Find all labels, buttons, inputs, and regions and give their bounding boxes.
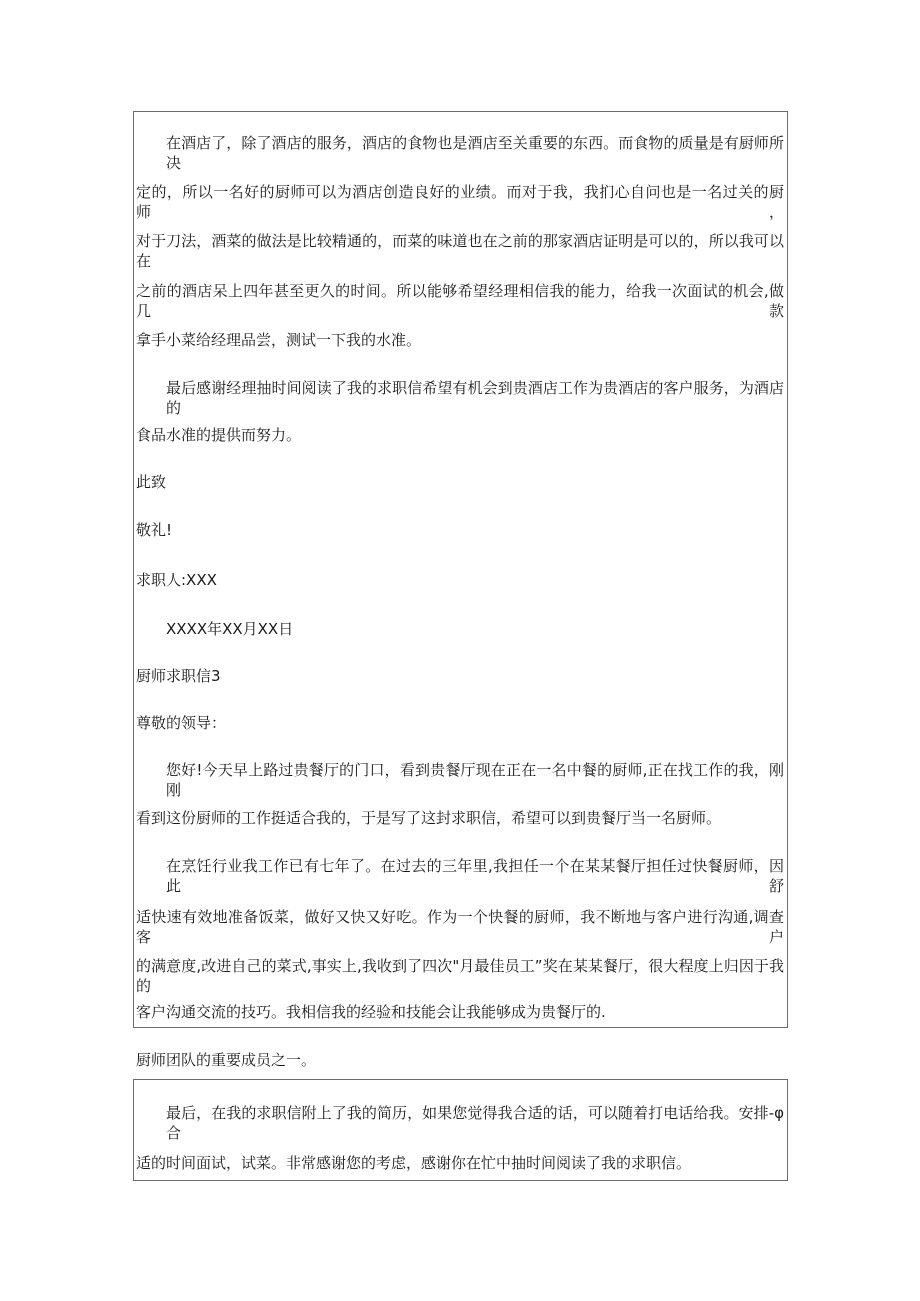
para4-line3: 的满意度,改进自己的菜式,事实上,我收到了四次"月最佳员工”奖在某某餐厅，很大程度上归因于我的: [136, 957, 784, 995]
para1-line1: 在酒店了，除了酒店的服务，酒店的食物也是酒店至关重要的东西。而食物的质量是有厨师所决: [166, 134, 784, 172]
para4-line2: 适快速有效地准备饭菜，做好又快又好吃。作为一个快餐的厨师，我不断地与客户进行沟通,调查客户: [136, 908, 784, 946]
para1-line5: 拿手小菜给经理品尝，测试一下我的水准。: [136, 331, 422, 349]
greeting-text: 尊敬的领导：: [136, 714, 227, 732]
letter-heading: 厨师求职信3: [136, 667, 221, 685]
para2-line2: 食品水准的提供而努力。: [136, 426, 302, 444]
para3-line1: 您好!今天早上路过贵餐厅的门口，看到贵餐厅现在正在一名中餐的厨师,正在找工作的我，刚刚: [166, 761, 784, 799]
para1-line2: 定的，所以一名好的厨师可以为酒店创造良好的业绩。而对于我，我扪心自问也是一名过关的厨师，: [136, 183, 784, 221]
para5-line1: 最后，在我的求职信附上了我的简历，如果您觉得我合适的话，可以随着打电话给我。安排-φ合: [166, 1104, 784, 1142]
para4-line4: 客户沟通交流的技巧。我相信我的经验和技能会让我能够成为贵餐厅的.: [136, 1003, 606, 1021]
para2-line1: 最后感谢经理抽时间阅读了我的求职信希望有机会到贵酒店工作为贵酒店的客户服务，为酒店的: [166, 379, 784, 417]
para5-line2: 适的时间面试，试菜。非常感谢您的考虑，感谢你在忙中抽时间阅读了我的求职信。: [136, 1154, 692, 1172]
para1-line4: 之前的酒店呆上四年甚至更久的时间。所以能够希望经理相信我的能力，给我一次面试的机会,做几款: [136, 282, 784, 320]
salute-text: 敬礼!: [136, 521, 173, 539]
para1-line3: 对于刀法，酒菜的做法是比较精通的，而菜的味道也在之前的那家酒店证明是可以的，所以我可以在: [136, 232, 784, 270]
applicant-signature: 求职人:XXX: [136, 571, 217, 589]
closing-text: 此致: [136, 473, 167, 491]
para4-line1: 在烹饪行业我工作已有七年了。在过去的三年里,我担任一个在某某餐厅担任过快餐厨师，因此舒: [166, 857, 784, 895]
letter-date: XXXX年XX月XX日: [166, 620, 294, 638]
continuation-text: 厨师团队的重要成员之一。: [136, 1051, 317, 1069]
para3-line2: 看到这份厨师的工作挺适合我的，于是写了这封求职信，希望可以到贵餐厅当一名厨师。: [136, 809, 722, 827]
